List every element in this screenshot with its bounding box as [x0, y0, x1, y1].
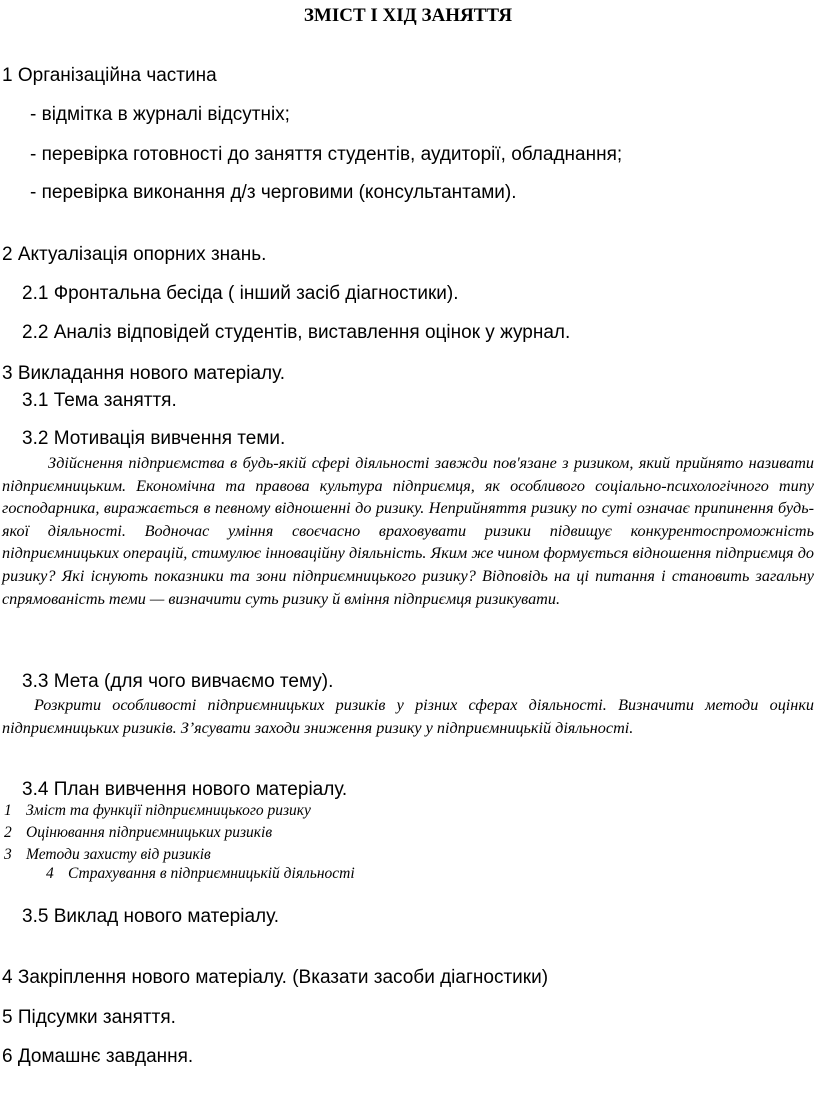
section-2-item: 2.2 Аналіз відповідей студентів, виставлення оцінок у журнал.: [22, 322, 571, 343]
plan-item-number: 2: [4, 824, 12, 841]
section-6-heading: 6 Домашнє завдання.: [2, 1046, 194, 1067]
section-1-heading: 1 Організаційна частина: [2, 65, 217, 86]
section-1-item: - перевірка виконання д/з черговими (консультантами).: [30, 182, 517, 203]
section-5-heading: 5 Підсумки заняття.: [2, 1007, 176, 1028]
section-3-heading: 3 Викладання нового матеріалу.: [2, 363, 285, 384]
section-1-item: - відмітка в журналі відсутніх;: [30, 104, 290, 125]
section-4-heading: 4 Закріплення нового матеріалу. (Вказати засоби діагностики): [2, 967, 549, 988]
subsection-theme: 3.1 Тема заняття.: [22, 390, 177, 411]
plan-item-text: Зміст та функції підприємницького ризику: [26, 802, 311, 819]
plan-item-text: Оцінювання підприємницьких ризиків: [26, 824, 273, 841]
goal-paragraph: Розкрити особливості підприємницьких ризиків у різних сферах діяльності. Визначити методи оцінки підприємницьких ризиків. З’ясувати заходи зниження ризику у підприємницькій діяльності.: [2, 696, 814, 737]
plan-item-number: 3: [4, 846, 12, 863]
page-title: ЗМІСТ І ХІД ЗАНЯТТЯ: [303, 5, 513, 26]
plan-item: [4, 823, 272, 843]
plan-item-text: Страхування в підприємницькій діяльності: [68, 865, 355, 882]
plan-item: [4, 801, 311, 821]
subsection-plan-heading: 3.4 План вивчення нового матеріалу.: [22, 779, 348, 800]
plan-item: [4, 845, 211, 865]
plan-item-number: 1: [4, 802, 12, 819]
section-2-item: 2.1 Фронтальна бесіда ( інший засіб діагностики).: [22, 283, 459, 304]
subsection-goal-heading: 3.3 Мета (для чого вивчаємо тему).: [22, 671, 334, 692]
motivation-paragraph: Здійснення підприємства в будь-якій сфері діяльності завжди пов'язане з ризиком, який прийнято називати підприємницьким. Економічна та правова культура підприємця, як особливого соціально-психологічного типу господарника, виражається в певному відношенні до ризику. Неприйняття ризику по суті означає припинення будь-якої діяльності. Водночас уміння своєчасно враховувати ризики підвищує конкурентоспроможність підприємницьких операцій, стимулює інноваційну діяльність. Яким же чином формується відношення підприємця до ризику? Які існують показники та зони підприємницького ризику? Відповідь на ці питання і становить загальну спрямованість теми — визначити суть ризику й вміння підприємця ризикувати.: [2, 454, 814, 608]
section-2-heading: 2 Актуалізація опорних знань.: [2, 244, 267, 265]
subsection-exposition: 3.5 Виклад нового матеріалу.: [22, 906, 279, 927]
plan-item: [46, 864, 355, 884]
plan-item-number: 4: [46, 865, 54, 882]
plan-item-text: Методи захисту від ризиків: [26, 846, 211, 863]
subsection-motivation-heading: 3.2 Мотивація вивчення теми.: [22, 428, 286, 449]
section-1-item: - перевірка готовності до заняття студентів, аудиторії, обладнання;: [30, 144, 623, 165]
